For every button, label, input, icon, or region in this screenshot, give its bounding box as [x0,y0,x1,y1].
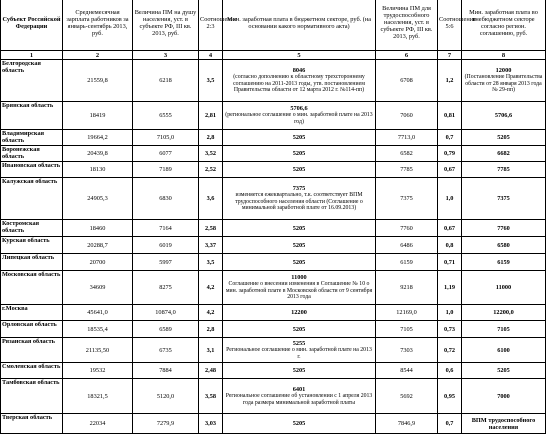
table-row [1,178,546,220]
pm-work-value: 6582 [400,150,413,157]
col-num: 6 [376,51,438,60]
min-budget-cell [223,338,376,363]
pm-value: 5997 [159,258,172,266]
pm-work-cell [376,271,438,305]
pm-work-value: 9218 [400,284,413,291]
salary-value: 18460 [89,224,106,232]
min-extra-value: 12000 [495,67,512,75]
ratio-cell [199,162,223,178]
ratio-value: 3,6 [206,195,215,202]
ratio-cell [199,254,223,271]
ratio-cell [199,363,223,379]
ratio-value: 3,5 [206,77,215,84]
min-extra-value: 7375 [497,195,510,202]
min-extra-value: 5205 [497,367,510,374]
min-budget-cell [223,237,376,254]
min-extra-value: 6580 [497,241,510,249]
header-pm-work: Величина ПМ для трудоспособного населения, уст. в субъекте РФ, III кв. 2013, руб. [376,0,438,51]
min-extra-value: 11000 [495,284,512,291]
pm-cell [133,414,199,434]
ratio2-value: 0,73 [443,325,456,333]
pm-work-value: 5692 [400,392,413,400]
col-num: 3 [133,51,199,60]
pm-cell [133,130,199,146]
salary-cell [63,162,133,178]
ratio2-cell [438,338,462,363]
pm-cell [133,220,199,237]
budget-note: Соглашение о внесении изменения в Соглашение № 10 о мин. заработной плате в Московской области от 9 сентября 2013 года [225,281,373,301]
ratio2-value: 1,0 [445,309,454,316]
ratio-value: 3,52 [204,150,217,157]
salary-cell [63,102,133,130]
header-region: Субъект Российской Федерации [1,0,63,51]
ratio-cell [199,220,223,237]
table-row [1,271,546,305]
min-extra-cell [462,146,546,162]
min-budget-value: 11000 [291,274,307,282]
pm-work-value: 6486 [400,241,413,249]
pm-work-value: 7785 [400,166,413,173]
budget-note: (согласно дополнению к областному трехстороннему соглашению на 2011-2013 годы, утв. постановлением Правительства области от 12 марта 2012 г. №114-пп) [233,74,365,94]
pm-work-cell [376,130,438,146]
ratio-cell [199,146,223,162]
salary-cell [63,237,133,254]
region-name: Курская область [2,237,50,244]
header-salary: Среднемесячная зарплата работников за январь-сентябрь 2013, руб. [63,0,133,51]
pm-cell [133,146,199,162]
pm-value: 6735 [159,346,172,354]
salary-value: 21559,8 [87,77,108,84]
pm-cell [133,321,199,338]
salary-value: 18419 [89,112,106,119]
min-budget-cell [223,178,376,220]
ratio-value: 2,81 [204,112,217,119]
pm-value: 6589 [159,325,172,333]
salary-value: 19532 [89,367,106,374]
pm-cell [133,162,199,178]
min-extra-value: 5205 [497,134,510,141]
min-extra-value: ВПМ трудоспособного населения [471,416,536,431]
region-name: Московская область [2,271,61,278]
min-extra-value: 7105 [497,325,510,333]
header-min-budget: Мин. заработная плата в бюджетном секторе, руб. (на основании какого нормативного акта) [223,0,376,51]
pm-work-value: 6159 [400,258,413,266]
salary-value: 20700 [89,258,106,266]
budget-note: изменяется ежеквартально, т.к. соответствует ВПМ трудоспособного населения области (Соглашение о минимальной заработной плате от 16.09.2013) [235,192,363,212]
region-cell [1,414,63,434]
salary-cell [63,271,133,305]
min-budget-value: 5205 [292,325,306,333]
min-extra-cell [462,321,546,338]
min-budget-cell [223,414,376,434]
ratio-value: 4,2 [206,309,215,316]
ratio-value: 3,37 [204,241,217,249]
ratio2-cell [438,414,462,434]
ratio2-value: 0,8 [445,241,454,249]
region-name: Брянская область [2,102,54,109]
pm-work-value: 7760 [400,224,413,232]
pm-value: 6830 [159,195,172,202]
region-cell [1,178,63,220]
ratio2-cell [438,178,462,220]
ratio2-cell [438,162,462,178]
region-name: Калужская область [2,178,58,185]
col-num: 1 [1,51,63,60]
ratio2-value: 0,81 [443,112,456,119]
min-extra-cell [462,237,546,254]
salary-value: 21135,50 [85,346,110,354]
ratio2-value: 0,7 [445,420,454,427]
region-cell [1,271,63,305]
pm-value: 6077 [159,150,172,157]
region-name: Ивановская область [2,162,61,169]
min-extra-cell [462,271,546,305]
min-budget-value: 7375 [292,185,306,193]
ratio-cell [199,237,223,254]
pm-value: 8275 [159,284,172,291]
region-cell [1,130,63,146]
min-budget-cell [223,60,376,102]
header-row [1,0,546,51]
pm-cell [133,60,199,102]
pm-work-value: 7375 [400,195,413,202]
min-extra-value: 7000 [497,392,510,400]
salary-value: 20288,7 [87,241,108,249]
min-budget-cell [223,102,376,130]
header-min-extra: Мин. заработная плата во внебюджетном секторе согласно регион. соглашению, руб. [462,0,546,51]
region-cell [1,363,63,379]
header-ratio2: Соотношение 5:6 [438,0,462,51]
min-budget-cell [223,220,376,237]
ratio2-cell [438,271,462,305]
region-cell [1,305,63,321]
table-row [1,146,546,162]
pm-work-cell [376,321,438,338]
table-row [1,60,546,102]
ratio-cell [199,130,223,146]
salary-value: 18321,5 [87,392,108,400]
pm-cell [133,338,199,363]
region-cell [1,162,63,178]
ratio-cell [199,178,223,220]
region-name: Орловская область [2,321,57,328]
ratio-value: 2,8 [206,325,215,333]
col-num: 7 [438,51,462,60]
min-extra-value: 5706,6 [494,112,513,119]
region-name: Рязанская область [2,338,55,345]
ratio-value: 2,52 [204,166,217,173]
extra-note: (Постановление Правительства области от 28 января 2013 года № 29-пп) [464,74,543,94]
salary-value: 18130 [89,166,106,173]
header-ratio: Соотношение 2:3 [199,0,223,51]
salary-cell [63,338,133,363]
salary-cell [63,146,133,162]
min-budget-value: 5205 [292,420,306,427]
min-extra-cell [462,414,546,434]
region-name: Смоленская область [2,363,61,370]
table-row [1,254,546,271]
pm-work-cell [376,220,438,237]
pm-value: 7164 [159,224,172,232]
budget-note: (региональное соглашение о мин. заработной плате на 2013 год) [225,112,373,125]
pm-work-cell [376,162,438,178]
col-num: 4 [199,51,223,60]
region-cell [1,237,63,254]
ratio-cell [199,379,223,414]
ratio-cell [199,414,223,434]
ratio2-cell [438,305,462,321]
region-name: г.Москва [2,305,28,312]
min-extra-cell [462,338,546,363]
salary-cell [63,130,133,146]
min-budget-cell [223,305,376,321]
salary-value: 34609 [89,284,106,291]
ratio-value: 2,8 [206,134,215,141]
region-name: Воронежская область [2,146,40,160]
min-budget-value: 12200 [291,309,307,316]
ratio2-value: 0,72 [443,346,456,354]
budget-note: Региональное соглашение об установлении с 1 апреля 2013 года размера минимальной заработной платы [225,392,373,406]
region-name: Липецкая область [2,254,55,261]
min-budget-cell [223,321,376,338]
min-extra-cell [462,305,546,321]
salary-cell [63,321,133,338]
table-row [1,220,546,237]
ratio2-value: 1,19 [443,284,456,291]
table-row [1,379,546,414]
pm-work-value: 6708 [400,77,413,84]
pm-work-cell [376,338,438,363]
pm-value: 7105,0 [156,134,175,141]
ratio-value: 2,48 [204,367,217,374]
salary-value: 24905,3 [87,195,108,202]
min-budget-value: 5205 [292,241,306,249]
pm-work-cell [376,254,438,271]
header-pm: Величина ПМ на душу населения, уст. в субъекте РФ, III кв. 2013, руб. [133,0,199,51]
col-num: 8 [462,51,546,60]
ratio-cell [199,60,223,102]
ratio2-value: 0,67 [443,224,456,232]
min-extra-cell [462,363,546,379]
min-budget-cell [223,254,376,271]
table-row [1,162,546,178]
region-cell [1,220,63,237]
ratio2-cell [438,130,462,146]
pm-work-value: 12169,0 [396,309,417,316]
pm-value: 5120,0 [156,392,175,400]
pm-work-value: 7846,9 [397,420,416,427]
ratio-value: 3,1 [206,346,215,354]
ratio2-cell [438,146,462,162]
region-cell [1,254,63,271]
ratio2-value: 1,2 [445,77,454,84]
col-num: 5 [223,51,376,60]
salary-cell [63,305,133,321]
ratio-cell [199,305,223,321]
ratio2-value: 0,6 [445,367,454,374]
region-cell [1,60,63,102]
pm-cell [133,305,199,321]
pm-work-cell [376,414,438,434]
ratio2-cell [438,254,462,271]
ratio2-cell [438,321,462,338]
min-extra-cell [462,162,546,178]
pm-work-cell [376,237,438,254]
pm-cell [133,237,199,254]
pm-cell [133,254,199,271]
region-cell [1,321,63,338]
pm-work-value: 7105 [400,325,413,333]
pm-cell [133,102,199,130]
min-budget-cell [223,130,376,146]
min-budget-value: 5205 [292,134,306,141]
salary-value: 19664,2 [87,134,108,141]
min-budget-value: 5205 [292,224,306,232]
region-cell [1,102,63,130]
pm-value: 10874,0 [155,309,176,316]
min-extra-value: 6682 [497,150,510,157]
min-budget-value: 5205 [292,150,306,157]
ratio2-value: 0,95 [443,392,456,400]
pm-cell [133,379,199,414]
pm-work-value: 8544 [400,367,413,374]
pm-value: 6019 [159,241,172,249]
pm-cell [133,178,199,220]
min-extra-value: 7785 [497,166,510,173]
ratio-cell [199,271,223,305]
table-row [1,305,546,321]
salary-value: 18535,4 [87,325,108,333]
region-cell [1,379,63,414]
min-budget-value: 6401 [292,385,306,393]
col-num: 2 [63,51,133,60]
min-budget-value: 5255 [292,339,306,347]
min-extra-cell [462,379,546,414]
min-budget-value: 8046 [292,67,306,75]
min-budget-value: 5205 [292,367,306,374]
min-budget-value: 5706,6 [290,105,308,113]
min-budget-value: 5205 [292,166,306,173]
pm-value: 7884 [159,367,172,374]
table-row [1,363,546,379]
region-name: Костромская область [2,220,40,234]
min-extra-cell [462,220,546,237]
min-budget-cell [223,379,376,414]
region-cell [1,338,63,363]
salary-cell [63,363,133,379]
min-extra-value: 12200,0 [493,309,514,316]
table-row [1,321,546,338]
min-budget-cell [223,363,376,379]
table-row [1,414,546,434]
ratio2-value: 0,79 [443,150,456,157]
min-extra-cell [462,60,546,102]
ratio-value: 2,58 [204,224,217,232]
ratio2-cell [438,102,462,130]
pm-value: 6218 [159,77,172,84]
min-extra-value: 7760 [497,224,510,232]
pm-work-value: 7713,0 [397,134,416,141]
pm-work-cell [376,363,438,379]
pm-value: 7279,9 [156,420,175,427]
ratio-value: 3,5 [206,258,215,266]
pm-value: 7189 [159,166,172,173]
min-budget-cell [223,146,376,162]
min-extra-cell [462,102,546,130]
ratio2-cell [438,379,462,414]
salary-cell [63,414,133,434]
salary-value: 22034 [89,420,106,427]
ratio-value: 4,2 [206,284,215,291]
pm-cell [133,271,199,305]
region-name: Тамбовская область [2,379,60,386]
salary-value: 20439,8 [87,150,108,157]
min-extra-value: 6100 [497,346,510,354]
salary-cell [63,220,133,237]
table-row [1,130,546,146]
pm-work-cell [376,178,438,220]
min-budget-value: 5205 [292,258,306,266]
pm-value: 6555 [159,112,172,119]
min-extra-value: 6159 [497,258,510,266]
region-name: Белгородская область [2,60,41,74]
min-extra-cell [462,130,546,146]
pm-work-cell [376,305,438,321]
ratio2-value: 0,71 [443,258,456,266]
region-cell [1,146,63,162]
ratio-cell [199,338,223,363]
region-name: Владимирская область [2,130,44,144]
ratio2-value: 0,67 [443,166,456,173]
ratio2-value: 0,7 [445,134,454,141]
ratio2-cell [438,237,462,254]
ratio2-cell [438,363,462,379]
table-row [1,237,546,254]
pm-work-value: 7303 [400,346,413,354]
ratio-cell [199,321,223,338]
column-number-row [1,51,546,60]
budget-note: Региональное соглашение о мин. заработной плате на 2013 г. [226,346,372,360]
salary-cell [63,60,133,102]
ratio2-cell [438,60,462,102]
salary-cell [63,379,133,414]
ratio-value: 3,58 [204,392,217,400]
region-name: Тверская область [2,414,53,421]
pm-work-value: 7060 [400,112,413,119]
pm-work-cell [376,379,438,414]
ratio2-value: 1,0 [445,195,454,202]
table-row [1,338,546,363]
ratio-cell [199,102,223,130]
min-budget-cell [223,271,376,305]
min-budget-cell [223,162,376,178]
min-extra-cell [462,178,546,220]
min-extra-cell [462,254,546,271]
pm-work-cell [376,102,438,130]
salary-cell [63,178,133,220]
pm-cell [133,363,199,379]
pm-work-cell [376,146,438,162]
ratio-value: 3,03 [204,420,217,427]
salary-cell [63,254,133,271]
ratio2-cell [438,220,462,237]
table-row [1,102,546,130]
salary-value: 45641,0 [87,309,108,316]
pm-work-cell [376,60,438,102]
